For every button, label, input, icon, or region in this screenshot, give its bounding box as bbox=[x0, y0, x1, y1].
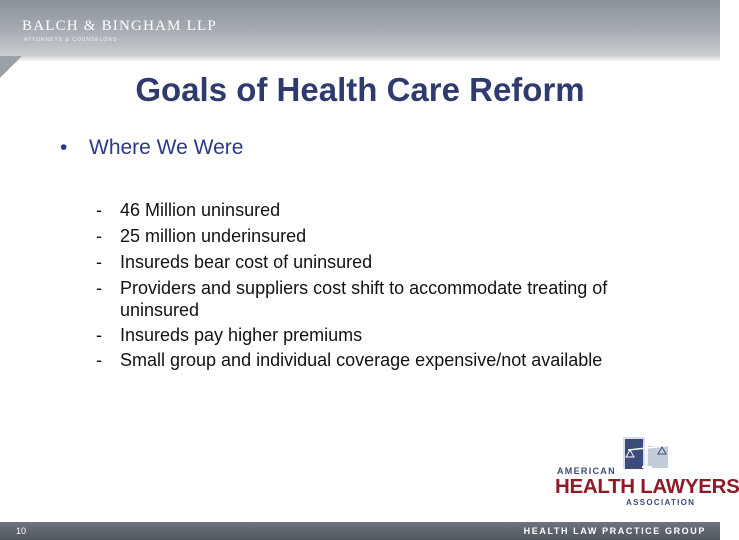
sub-item bbox=[96, 251, 696, 273]
sub-item-text: 46 Million uninsured bbox=[120, 200, 281, 220]
dash-icon: - bbox=[96, 226, 102, 246]
firm-tagline: ATTORNEYS & COUNSELORS bbox=[24, 37, 118, 43]
logo-line-association: ASSOCIATION bbox=[626, 498, 696, 507]
ahla-logo bbox=[552, 436, 739, 516]
sub-item-text: Small group and individual coverage expensive/not available bbox=[120, 350, 603, 370]
header-band bbox=[0, 0, 720, 56]
bullet-item bbox=[60, 136, 243, 160]
footer-band bbox=[0, 522, 720, 540]
header-shadow bbox=[0, 56, 720, 62]
slide-title: Goals of Health Care Reform bbox=[135, 71, 585, 108]
slide-number: 10 bbox=[16, 526, 27, 536]
dash-icon: - bbox=[96, 200, 102, 220]
bullet-text: Where We Were bbox=[89, 136, 244, 159]
practice-group-label: HEALTH LAW PRACTICE GROUP bbox=[523, 526, 706, 536]
dash-icon: - bbox=[96, 252, 102, 272]
dash-icon: - bbox=[96, 350, 102, 370]
logo-line-american: AMERICAN bbox=[557, 466, 616, 476]
sub-item-text: Providers and suppliers cost shift to accommodate treating of uninsured bbox=[120, 278, 608, 320]
sub-item bbox=[96, 225, 696, 247]
firm-name: BALCH & BINGHAM LLP bbox=[22, 18, 217, 34]
sub-item bbox=[96, 277, 650, 321]
sub-item bbox=[96, 199, 696, 221]
dash-icon: - bbox=[96, 278, 102, 298]
sub-item-text: Insureds bear cost of uninsured bbox=[120, 252, 373, 272]
sub-item bbox=[96, 324, 696, 346]
sub-list bbox=[96, 199, 696, 371]
sub-item-text: 25 million underinsured bbox=[120, 226, 307, 246]
logo-line-health-lawyers: HEALTH LAWYERS bbox=[555, 475, 739, 498]
sub-item-text: Insureds pay higher premiums bbox=[120, 325, 363, 345]
sub-item bbox=[96, 349, 696, 371]
dash-icon: - bbox=[96, 325, 102, 345]
bullet-dot-icon: • bbox=[60, 136, 68, 159]
scales-of-justice-icon bbox=[622, 436, 672, 470]
